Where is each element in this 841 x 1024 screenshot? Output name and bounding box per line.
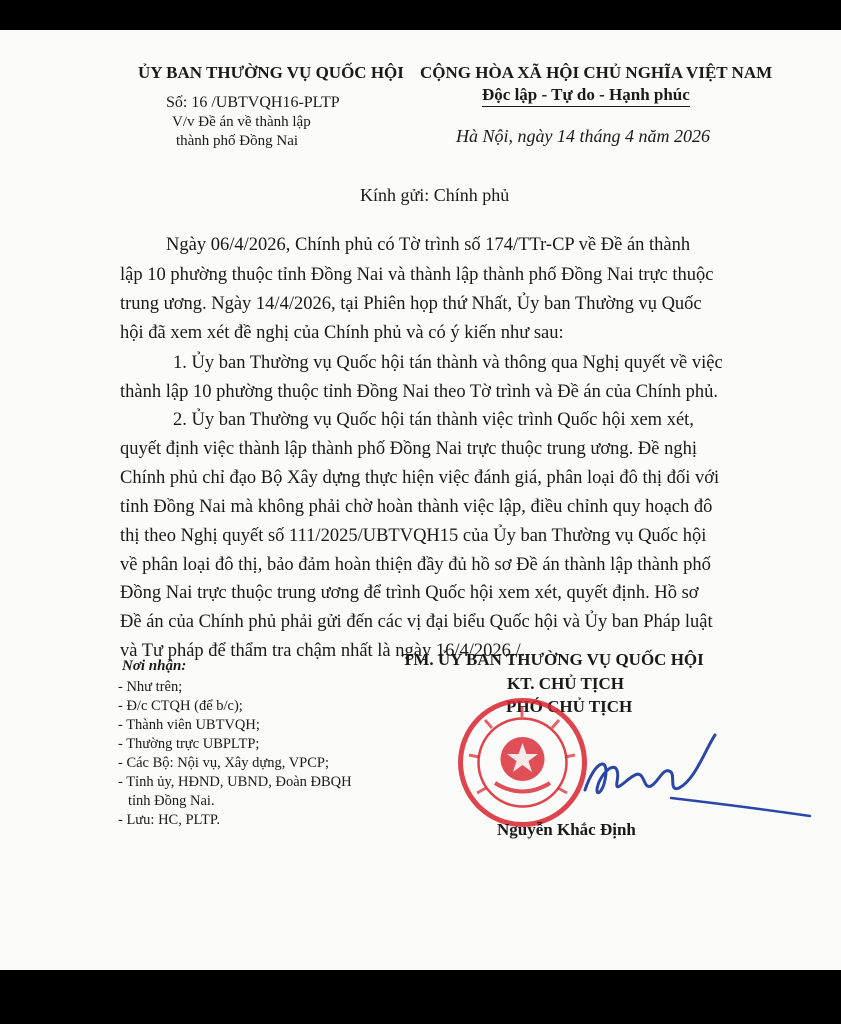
signature-authority: KT. CHỦ TỊCH [507, 674, 624, 693]
document-subject-line-1: V/v Đề án về thành lập [172, 114, 311, 130]
document-subject-line-2: thành phố Đồng Nai [175, 133, 299, 149]
body-line: thành lập 10 phường thuộc tỉnh Đồng Nai theo Tờ trình và Đề án của Chính phủ. [120, 382, 719, 402]
handwritten-signature [555, 720, 815, 830]
place-and-date: Hà Nội, ngày 14 tháng 4 năm 2026 [456, 126, 710, 146]
recipient-item: tỉnh Đồng Nai. [128, 793, 215, 809]
recipient-item: - Thường trực UBPLTP; [118, 736, 260, 752]
body-line: thị theo Nghị quyết số 111/2025/UBTVQH15 của Ủy ban Thường vụ Quốc hội [120, 526, 707, 546]
body-line: Chính phủ chỉ đạo Bộ Xây dựng thực hiện việc đánh giá, phân loại đô thị đối với [120, 468, 720, 488]
body-line: quyết định việc thành lập thành phố Đồng Nai trực thuộc trung ương. Đề nghị [120, 439, 698, 459]
body-line: 2. Ủy ban Thường vụ Quốc hội tán thành việc trình Quốc hội xem xét, [173, 410, 694, 430]
body-line: Đề án của Chính phủ phải gửi đến các vị đại biểu Quốc hội và Ủy ban Pháp luật [120, 612, 713, 632]
recipient-item: - Tỉnh ủy, HĐND, UBND, Đoàn ĐBQH [118, 774, 352, 790]
signer-position: PHÓ CHỦ TỊCH [506, 697, 633, 716]
body-line: lập 10 phường thuộc tỉnh Đồng Nai và thành lập thành phố Đồng Nai trực thuộc [120, 265, 714, 285]
national-title: CỘNG HÒA XÃ HỘI CHỦ NGHĨA VIỆT NAM [420, 63, 773, 82]
body-line: hội đã xem xét đề nghị của Chính phủ và có ý kiến như sau: [120, 323, 564, 343]
national-motto: Độc lập - Tự do - Hạnh phúc [482, 85, 690, 107]
body-line: Đồng Nai trực thuộc trung ương để trình Quốc hội xem xét, quyết định. Hồ sơ [120, 583, 699, 603]
document-page [0, 30, 841, 970]
recipient-item: - Lưu: HC, PLTP. [118, 812, 220, 828]
recipients-title: Nơi nhận: [122, 658, 187, 674]
body-line: 1. Ủy ban Thường vụ Quốc hội tán thành và thông qua Nghị quyết về việc [173, 353, 723, 373]
signer-name: Nguyễn Khắc Định [497, 820, 636, 839]
recipient-item: - Như trên; [118, 679, 183, 695]
recipient-item: - Đ/c CTQH (để b/c); [118, 698, 243, 714]
body-line: về phân loại đô thị, bảo đảm hoàn thiện đầy đủ hồ sơ Đề án thành lập thành phố [120, 555, 711, 575]
issuing-agency: ỦY BAN THƯỜNG VỤ QUỐC HỘI [138, 63, 404, 82]
signature-title: TM. ỦY BAN THƯỜNG VỤ QUỐC HỘI [402, 650, 704, 669]
recipient-item: - Các Bộ: Nội vụ, Xây dựng, VPCP; [118, 755, 330, 771]
recipient-item: - Thành viên UBTVQH; [118, 717, 260, 733]
greeting: Kính gửi: Chính phủ [360, 185, 510, 205]
body-line: tỉnh Đồng Nai mà không phải chờ hoàn thành việc lập, điều chỉnh quy hoạch đô [120, 497, 713, 517]
body-line: Ngày 06/4/2026, Chính phủ có Tờ trình số 174/TTr-CP về Đề án thành [166, 235, 691, 255]
body-line: trung ương. Ngày 14/4/2026, tại Phiên họp thứ Nhất, Ủy ban Thường vụ Quốc [120, 294, 702, 314]
body-line: và Tư pháp để thẩm tra chậm nhất là ngày 16/4/2026./. [120, 641, 526, 661]
document-number: Số: 16 /UBTVQH16-PLTP [166, 94, 340, 111]
